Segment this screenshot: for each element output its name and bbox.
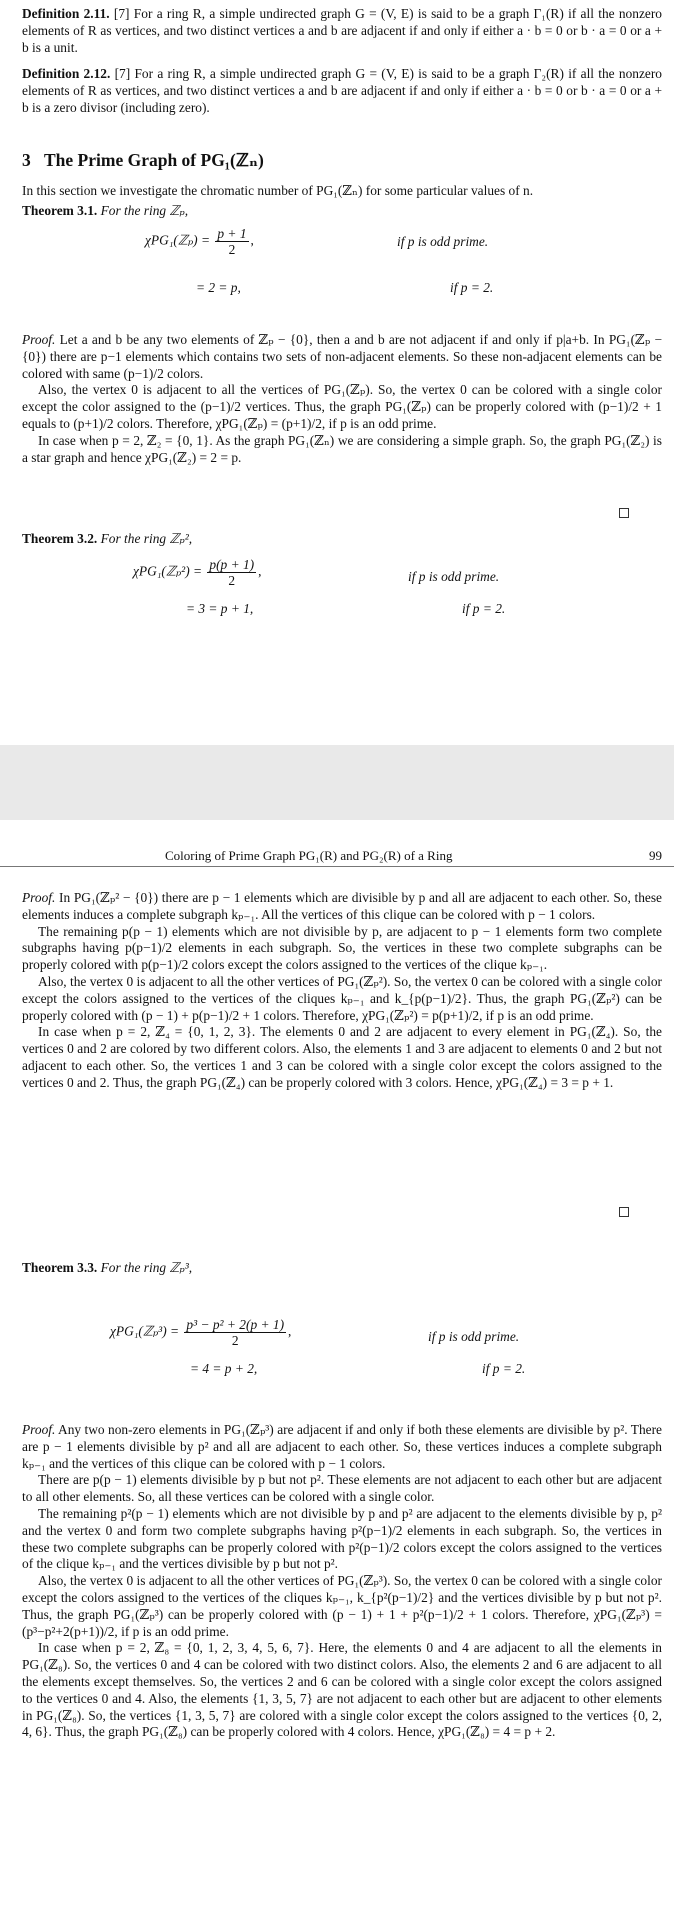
page-1 (0, 0, 674, 745)
thm-3-1-fraction (215, 226, 248, 257)
proof-3-3 (22, 1422, 662, 1741)
thm-3-2-numerator: p(p + 1) (209, 557, 255, 572)
proof-3-3-p3: The remaining p²(p − 1) elements which are not divisible by p and p² are adjacent to the elements divisible by p, p² and the vertex 0 and form two complete subgraphs having p²(p−1)/2 elements in each subgraph. So, the vertices in these two complete subgraphs can be properly colored with p²(p−1)/2 colors except the colors assigned to the vertices of the clique kₚ₋₁ and the vertices divisible by p but not p². (22, 1505, 662, 1572)
def-2-12-label: Definition 2.12. (22, 66, 111, 81)
running-header (0, 848, 674, 867)
thm-3-2-eq1-lhs: χPG₁(ℤₚ²) = (133, 563, 203, 579)
proof-3-2-p2: The remaining p(p − 1) elements which are not divisible by p, are adjacent to p − 1 elements form two complete subgraphs having p(p−1)/2 elements in each subgraph. So, the vertices in these two complete subgraphs can be properly colored with p(p−1)/2 colors except the colors assigned to the vertices of the clique kₚ₋₁. (22, 923, 662, 973)
thm-3-3-denominator: 2 (231, 1333, 239, 1348)
definition-2-11 (22, 6, 662, 56)
section-intro-text: In this section we investigate the chromatic number of PG₁(ℤₙ) for some particular values of n. (22, 183, 534, 198)
section-heading (22, 149, 662, 171)
thm-3-2-eq1-condition: if p is odd prime. (408, 569, 500, 584)
proof-3-2-p4: In case when p = 2, ℤ₄ = {0, 1, 2, 3}. The elements 0 and 2 are adjacent to every element in PG₁(ℤ₄). So, the vertices 0 and 2 are colored by two different colors. Also, the elements 1 and 3 are adjacent to elements 0 and 2 but not adjacent to each other. So, the vertices 1 and 3 can be colored with a single color except the colors assigned to the vertices 0 and 2. Thus, the graph PG₁(ℤ₄) can be properly colored with 3 colors. Hence, χPG₁(ℤ₄) = 3 = p + 1. (22, 1024, 662, 1090)
thm-3-3-eq2-condition: if p = 2. (482, 1361, 526, 1376)
thm-3-2-statement: For the ring ℤₚ², (100, 531, 193, 546)
thm-3-3-statement: For the ring ℤₚ³, (100, 1260, 193, 1275)
thm-3-3-equation: χPG₁(ℤₚ³) = $\frac{\text{p³ − p² + 2(p + 1)}}{2}$ , if p is odd prime. = 4 = p + 2, if p = 2. (110, 1317, 526, 1376)
thm-3-1-equation: χPG₁(ℤₚ) = $\frac{p + 1}{2}$ , if p is odd prime. = 2 = p, if p = 2. (145, 226, 494, 295)
proof-3-1-label: Proof. (22, 332, 56, 347)
thm-3-3-fraction (184, 1317, 286, 1348)
def-2-11-label: Definition 2.11. (22, 6, 110, 21)
thm-3-3-eq1-lhs: χPG₁(ℤₚ³) = (110, 1323, 180, 1339)
thm-3-1-eq1-lhs: χPG₁(ℤₚ) = (145, 232, 211, 248)
section-title: The Prime Graph of PG₁(ℤₙ) (44, 150, 264, 170)
proof-3-3-p5: In case when p = 2, ℤ₈ = {0, 1, 2, 3, 4, 5, 6, 7}. Here, the elements 0 and 4 are adjacent to all the elements in PG₁(ℤ₈). So, the vertices 0 and 4 can be colored with two distinct colors. Also, the elements 2 and 6 are adjacent to all the elements except themselves. So, the vertices 2 and 6 can be colored with a single color except the colors assigned to the vertices 0 and 4. Also, the elements {1, 3, 5, 7} are not adjacent to each other but are adjacent to other elements in PG₁(ℤ₈). So, the vertices {1, 3, 5, 7} are colored with a single color except the colors assigned to the vertices {0, 2, 4, 6}. Thus, the graph PG₁(ℤ₈) can be properly colored with 4 colors. Hence, χPG₁(ℤ₈) = 4 = p + 2. (22, 1640, 662, 1740)
section-intro (22, 183, 662, 200)
thm-3-2-denominator: 2 (228, 573, 236, 588)
def-2-12-text: [7] For a ring R, a simple undirected graph G = (V, E) is said to be a graph Γ₂(R) if all the nonzero elements of R as vertices, and two distinct vertices a and b are adjacent if and only if either a · b = 0 or b · a = 0 or a + b is a zero divisor (including zero). (22, 66, 662, 115)
page-2 (0, 820, 674, 1920)
proof-3-3-label: Proof. (22, 1422, 56, 1437)
proof-3-3-p2: There are p(p − 1) elements divisible by p but not p². These elements are not adjacent to each other but are adjacent to all other elements. So, all these vertices can be colored with a single color. (22, 1472, 662, 1505)
qed-symbol (619, 1207, 629, 1217)
qed-symbol (619, 508, 629, 518)
thm-3-1-eq2: = 2 = p, (196, 280, 241, 295)
thm-3-1-denominator: 2 (228, 242, 236, 257)
thm-3-1-label: Theorem 3.1. (22, 203, 98, 218)
section-number: 3 (22, 150, 31, 170)
proof-3-3-p1: Any two non-zero elements in PG₁(ℤₚ³) are adjacent if and only if both these elements are divisible by p². There are p − 1 elements divisible by p² and all are adjacent to each other. So, these vertices induces a complete subgraph kₚ₋₁ and the vertices of this clique can be colored with p − 1 colors. (22, 1422, 662, 1471)
theorem-3-3 (22, 1260, 662, 1277)
thm-3-2-label: Theorem 3.2. (22, 531, 98, 546)
def-2-11-text: [7] For a ring R, a simple undirected graph G = (V, E) is said to be a graph Γ₁(R) if all the nonzero elements of R as vertices, and two distinct vertices a and b are adjacent if and only if either a · b = 0 or b · a = 0 or a + b is a unit. (22, 6, 662, 55)
proof-3-2-label: Proof. (22, 890, 56, 905)
thm-3-1-numerator: p + 1 (217, 226, 247, 241)
proof-3-2 (22, 890, 662, 1092)
definition-2-12 (22, 66, 662, 116)
thm-3-2-eq2: = 3 = p + 1, (186, 601, 254, 616)
page-number: 99 (649, 848, 662, 863)
theorem-3-2 (22, 531, 662, 548)
proof-3-2-p1: In PG₁(ℤₚ² − {0}) there are p − 1 elements which are divisible by p and all are adjacent to each other. So, these elements induces a complete subgraph kₚ₋₁. All the vertices of this clique can be colored with p − 1 colors. (22, 890, 662, 922)
thm-3-1-eq1-condition: if p is odd prime. (397, 234, 489, 249)
theorem-3-1 (22, 203, 662, 220)
proof-3-1-p1: Let a and b be any two elements of ℤₚ − {0}, then a and b are not adjacent if and only if p|a+b. In PG₁(ℤₚ − {0}) there are p−1 elements which contains two sets of non-adjacent elements. So these non-adjacent elements can be colored with same (p−1)/2 colors. (22, 332, 662, 381)
thm-3-3-eq2: = 4 = p + 2, (190, 1361, 258, 1376)
thm-3-2-fraction (207, 557, 256, 588)
thm-3-1-eq2-condition: if p = 2. (450, 280, 494, 295)
proof-3-3-p4: Also, the vertex 0 is adjacent to all the other vertices of PG₁(ℤₚ³). So, the vertex 0 can be colored with a single color except the colors assigned to the vertices of the cliques kₚ₋₁, k_{p²(p−1)/2} and the vertices divisible by p but not p². Thus, the graph PG₁(ℤₚ³) can be properly colored with (p − 1) + 1 + p²(p−1)/2 + 1 colors. Therefore, χPG₁(ℤₚ³) = (p³−p²+2(p+1))/2, if p is an odd prime. (22, 1573, 662, 1639)
thm-3-1-statement: For the ring ℤₚ, (100, 203, 189, 218)
proof-3-1 (22, 332, 662, 466)
proof-3-2-p3: Also, the vertex 0 is adjacent to all the other vertices of PG₁(ℤₚ²). So, the vertex 0 can be colored with a single color except the colors assigned to the vertices of the cliques kₚ₋₁ and k_{p(p−1)/2}. Thus, the graph PG₁(ℤₚ²) can be properly colored with (p − 1) + p(p−1)/2 + 1 colors. Therefore, χPG₁(ℤₚ²) = p(p+1)/2, if p is an odd prime. (22, 973, 662, 1023)
thm-3-2-equation: χPG₁(ℤₚ²) = $\frac{p(p + 1)}{2}$ , if p is odd prime. = 3 = p + 1, if p = 2. (133, 557, 506, 616)
thm-3-3-eq1-condition: if p is odd prime. (428, 1329, 520, 1344)
thm-3-3-label: Theorem 3.3. (22, 1260, 98, 1275)
running-title: Coloring of Prime Graph PG₁(R) and PG₂(R) of a Ring (165, 848, 453, 863)
proof-3-1-p2: Also, the vertex 0 is adjacent to all the vertices of PG₁(ℤₚ). So, the vertex 0 can be colored with a single color except the color assigned to the (p−1)/2 vertices. Thus, the graph PG₁(ℤₚ) can be properly colored with (p−1)/2 + 1 equals to (p+1)/2 colors. Therefore, χPG₁(ℤₚ) = (p+1)/2, if p is an odd prime. (22, 382, 662, 431)
proof-3-1-p3: In case when p = 2, ℤ₂ = {0, 1}. As the graph PG₁(ℤₙ) we are considering a simple graph. So, the graph PG₁(ℤ₂) is a star graph and hence χPG₁(ℤ₂) = 2 = p. (22, 432, 662, 465)
thm-3-2-eq2-condition: if p = 2. (462, 601, 506, 616)
thm-3-3-numerator: p³ − p² + 2(p + 1) (186, 1317, 285, 1332)
